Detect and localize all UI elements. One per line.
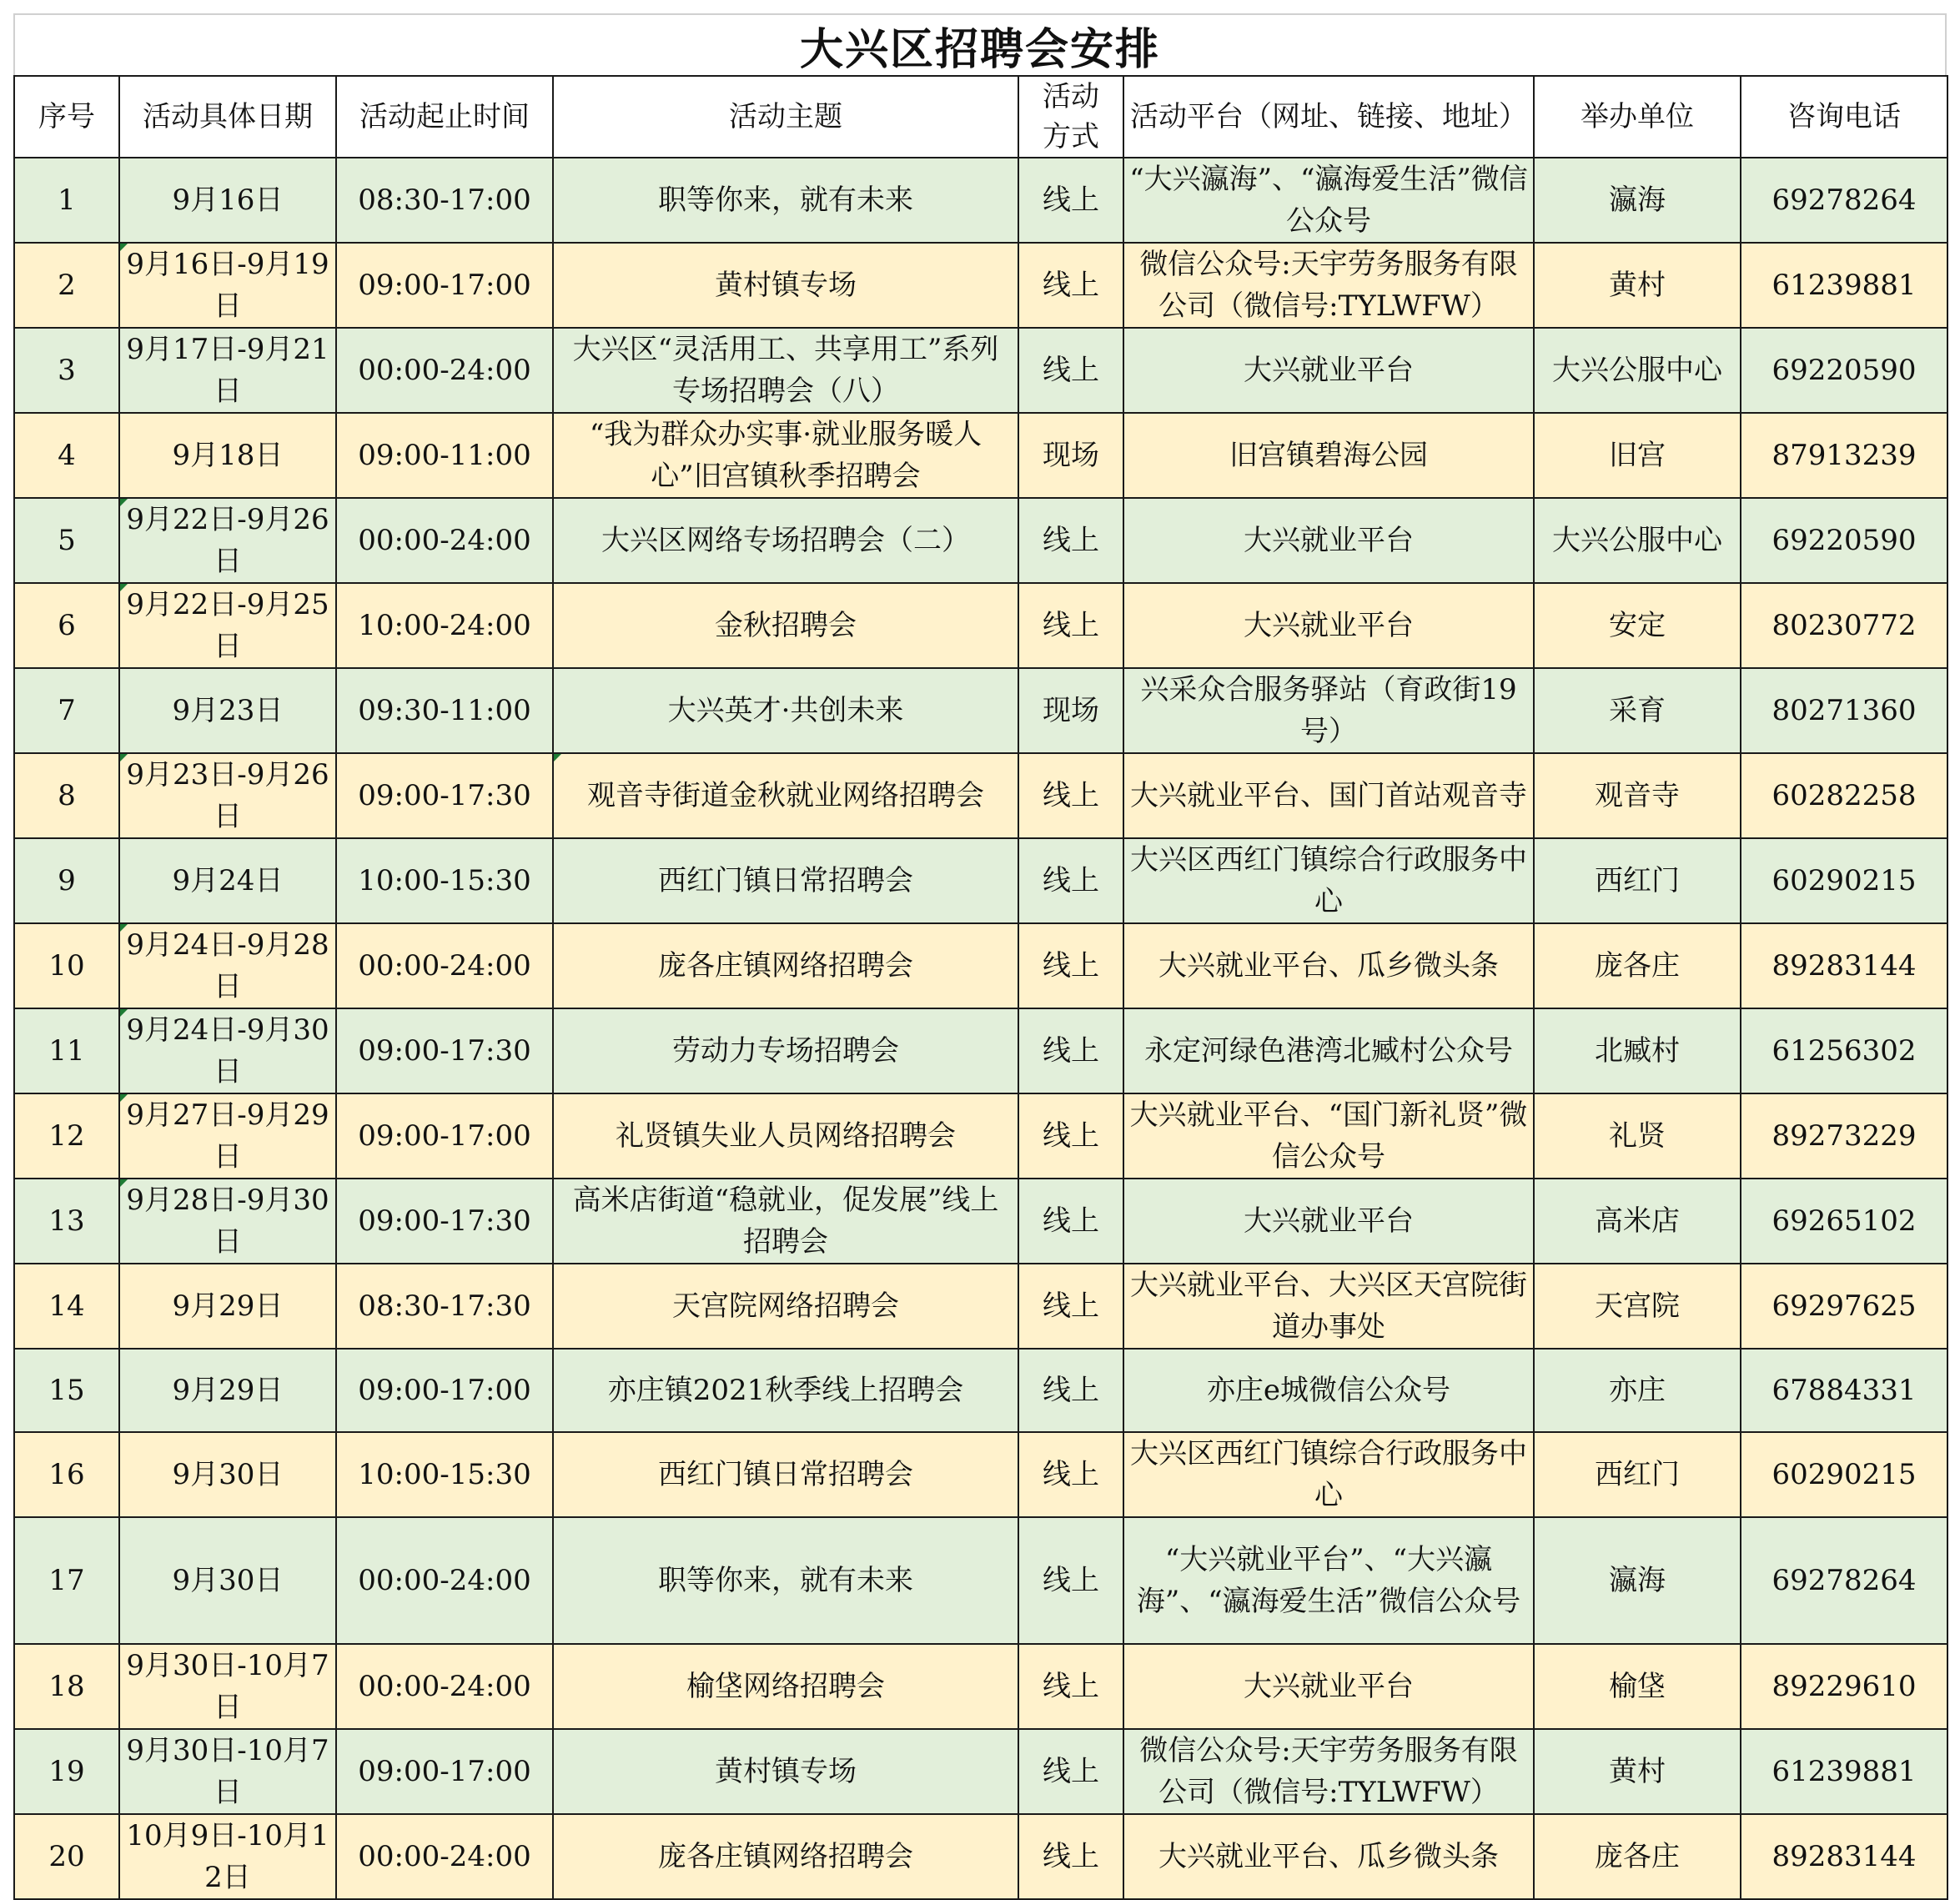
cell-mode[interactable]: 线上 [1018,1432,1123,1517]
schedule-table [13,75,1948,1900]
table-row [14,1729,1947,1814]
cell-date[interactable]: 9月16日 [119,158,336,243]
cell-phone[interactable]: 69278264 [1741,158,1947,243]
cell-time[interactable]: 09:30-11:00 [336,668,553,753]
cell-time[interactable]: 00:00-24:00 [336,1517,553,1644]
cell-platform[interactable]: 大兴就业平台 [1123,498,1534,583]
cell-no[interactable]: 2 [14,243,119,328]
cell-date[interactable]: 9月29日 [119,1264,336,1349]
cell-date[interactable]: 10月9日-10月12日 [119,1814,336,1899]
cell-platform[interactable]: 大兴区西红门镇综合行政服务中心 [1123,1432,1534,1517]
cell-org[interactable]: 庞各庄 [1534,923,1741,1008]
cell-mode[interactable]: 线上 [1018,583,1123,668]
cell-no[interactable]: 12 [14,1093,119,1179]
cell-no[interactable]: 9 [14,838,119,923]
cell-platform[interactable]: “大兴就业平台”、“大兴瀛海”、“瀛海爱生活”微信公众号 [1123,1517,1534,1644]
cell-org[interactable]: 黄村 [1534,243,1741,328]
cell-org[interactable]: 大兴公服中心 [1534,328,1741,413]
cell-time[interactable]: 09:00-17:00 [336,1093,553,1179]
cell-phone[interactable]: 69278264 [1741,1517,1947,1644]
cell-platform[interactable]: 大兴就业平台 [1123,583,1534,668]
cell-mode[interactable]: 线上 [1018,1517,1123,1644]
cell-time[interactable]: 08:30-17:00 [336,158,553,243]
cell-no[interactable]: 15 [14,1349,119,1432]
cell-date[interactable]: 9月17日-9月21日 [119,328,336,413]
cell-time[interactable]: 09:00-17:30 [336,753,553,838]
sheet-title: 大兴区招聘会安排 [13,13,1947,75]
cell-platform[interactable]: 大兴就业平台 [1123,1644,1534,1729]
cell-date[interactable]: 9月24日 [119,838,336,923]
cell-date[interactable]: 9月16日-9月19日 [119,243,336,328]
cell-platform[interactable]: 旧宫镇碧海公园 [1123,413,1534,498]
cell-platform[interactable]: 大兴就业平台、国门首站观音寺 [1123,753,1534,838]
cell-no[interactable]: 7 [14,668,119,753]
cell-time[interactable]: 09:00-17:30 [336,1179,553,1264]
cell-org[interactable]: 瀛海 [1534,158,1741,243]
header-mode[interactable]: 活动方式 [1018,76,1123,158]
cell-platform[interactable]: “大兴瀛海”、“瀛海爱生活”微信公众号 [1123,158,1534,243]
cell-date[interactable]: 9月22日-9月26日 [119,498,336,583]
cell-phone[interactable]: 61256302 [1741,1008,1947,1093]
cell-phone[interactable]: 69297625 [1741,1264,1947,1349]
cell-time[interactable]: 09:00-17:00 [336,1349,553,1432]
cell-date[interactable]: 9月27日-9月29日 [119,1093,336,1179]
cell-no[interactable]: 10 [14,923,119,1008]
cell-mode[interactable]: 线上 [1018,498,1123,583]
table-row [14,923,1947,1008]
cell-date[interactable]: 9月30日 [119,1432,336,1517]
table-row [14,498,1947,583]
cell-theme[interactable]: 黄村镇专场 [553,1729,1018,1814]
cell-org[interactable]: 西红门 [1534,838,1741,923]
cell-mode[interactable]: 线上 [1018,1093,1123,1179]
table-row [14,1008,1947,1093]
cell-no[interactable]: 19 [14,1729,119,1814]
cell-org[interactable]: 观音寺 [1534,753,1741,838]
cell-mode[interactable]: 线上 [1018,1179,1123,1264]
cell-no[interactable]: 6 [14,583,119,668]
cell-time[interactable]: 00:00-24:00 [336,328,553,413]
cell-phone[interactable]: 80271360 [1741,668,1947,753]
cell-time[interactable]: 00:00-24:00 [336,1644,553,1729]
cell-date[interactable]: 9月28日-9月30日 [119,1179,336,1264]
cell-theme[interactable]: 亦庄镇2021秋季线上招聘会 [553,1349,1018,1432]
cell-mode[interactable]: 线上 [1018,328,1123,413]
cell-time[interactable]: 10:00-24:00 [336,583,553,668]
cell-phone[interactable]: 69265102 [1741,1179,1947,1264]
cell-mode[interactable]: 线上 [1018,158,1123,243]
table-row [14,583,1947,668]
cell-platform[interactable]: 大兴就业平台 [1123,1179,1534,1264]
cell-theme[interactable]: 西红门镇日常招聘会 [553,838,1018,923]
cell-theme[interactable]: 职等你来，就有未来 [553,158,1018,243]
cell-mode[interactable]: 线上 [1018,1729,1123,1814]
table-row [14,1814,1947,1899]
table-row [14,668,1947,753]
cell-no[interactable]: 8 [14,753,119,838]
cell-org[interactable]: 庞各庄 [1534,1814,1741,1899]
cell-date[interactable]: 9月30日 [119,1517,336,1644]
cell-org[interactable]: 榆垡 [1534,1644,1741,1729]
cell-platform[interactable]: 大兴就业平台 [1123,328,1534,413]
cell-mode[interactable]: 线上 [1018,1814,1123,1899]
cell-org[interactable]: 旧宫 [1534,413,1741,498]
table-row [14,753,1947,838]
header-org[interactable]: 举办单位 [1534,76,1741,158]
cell-phone[interactable]: 89229610 [1741,1644,1947,1729]
cell-platform[interactable]: 大兴就业平台、瓜乡微头条 [1123,923,1534,1008]
cell-no[interactable]: 11 [14,1008,119,1093]
header-platform[interactable]: 活动平台（网址、链接、地址） [1123,76,1534,158]
cell-platform[interactable]: 亦庄e城微信公众号 [1123,1349,1534,1432]
cell-org[interactable]: 礼贤 [1534,1093,1741,1179]
cell-time[interactable]: 08:30-17:30 [336,1264,553,1349]
cell-mode[interactable]: 线上 [1018,1644,1123,1729]
cell-theme[interactable]: 大兴区网络专场招聘会（二） [553,498,1018,583]
cell-org[interactable]: 西红门 [1534,1432,1741,1517]
cell-date[interactable]: 9月18日 [119,413,336,498]
cell-org[interactable]: 安定 [1534,583,1741,668]
cell-time[interactable]: 00:00-24:00 [336,923,553,1008]
header-phone[interactable]: 咨询电话 [1741,76,1947,158]
cell-mode[interactable]: 线上 [1018,1008,1123,1093]
table-row [14,328,1947,413]
cell-phone[interactable]: 80230772 [1741,583,1947,668]
table-row [14,1517,1947,1644]
cell-org[interactable]: 天宫院 [1534,1264,1741,1349]
cell-mode[interactable]: 线上 [1018,923,1123,1008]
cell-date[interactable]: 9月24日-9月28日 [119,923,336,1008]
table-row [14,1644,1947,1729]
cell-phone[interactable]: 60282258 [1741,753,1947,838]
table-row [14,1093,1947,1179]
cell-theme[interactable]: 金秋招聘会 [553,583,1018,668]
cell-phone[interactable]: 67884331 [1741,1349,1947,1432]
cell-theme[interactable]: 庞各庄镇网络招聘会 [553,923,1018,1008]
cell-theme[interactable]: 劳动力专场招聘会 [553,1008,1018,1093]
cell-theme[interactable]: 职等你来，就有未来 [553,1517,1018,1644]
cell-org[interactable]: 采育 [1534,668,1741,753]
cell-phone[interactable]: 60290215 [1741,838,1947,923]
cell-org[interactable]: 北臧村 [1534,1008,1741,1093]
cell-date[interactable]: 9月30日-10月7日 [119,1729,336,1814]
cell-phone[interactable]: 60290215 [1741,1432,1947,1517]
cell-platform[interactable]: 大兴就业平台、“国门新礼贤”微信公众号 [1123,1093,1534,1179]
table-row [14,413,1947,498]
cell-no[interactable]: 13 [14,1179,119,1264]
cell-no[interactable]: 3 [14,328,119,413]
cell-phone[interactable]: 69220590 [1741,498,1947,583]
table-row [14,1179,1947,1264]
cell-org[interactable]: 大兴公服中心 [1534,498,1741,583]
cell-time[interactable]: 09:00-17:00 [336,1729,553,1814]
table-row [14,158,1947,243]
cell-date[interactable]: 9月23日 [119,668,336,753]
cell-theme[interactable]: 大兴英才·共创未来 [553,668,1018,753]
cell-mode[interactable]: 线上 [1018,838,1123,923]
cell-no[interactable]: 14 [14,1264,119,1349]
cell-phone[interactable]: 61239881 [1741,243,1947,328]
cell-org[interactable]: 瀛海 [1534,1517,1741,1644]
cell-no[interactable]: 4 [14,413,119,498]
cell-theme[interactable]: 庞各庄镇网络招聘会 [553,1814,1018,1899]
cell-platform[interactable]: 永定河绿色港湾北臧村公众号 [1123,1008,1534,1093]
cell-time[interactable]: 09:00-17:00 [336,243,553,328]
cell-theme[interactable]: 天宫院网络招聘会 [553,1264,1018,1349]
cell-platform[interactable]: 大兴就业平台、大兴区天宫院街道办事处 [1123,1264,1534,1349]
header-theme[interactable]: 活动主题 [553,76,1018,158]
header-date[interactable]: 活动具体日期 [119,76,336,158]
cell-theme[interactable]: 高米店街道“稳就业，促发展”线上招聘会 [553,1179,1018,1264]
cell-org[interactable]: 高米店 [1534,1179,1741,1264]
cell-platform[interactable]: 大兴就业平台、瓜乡微头条 [1123,1814,1534,1899]
cell-theme[interactable]: 黄村镇专场 [553,243,1018,328]
cell-no[interactable]: 1 [14,158,119,243]
table-row [14,1349,1947,1432]
cell-platform[interactable]: 兴采众合服务驿站（育政街19号） [1123,668,1534,753]
cell-phone[interactable]: 87913239 [1741,413,1947,498]
cell-phone[interactable]: 89273229 [1741,1093,1947,1179]
cell-date[interactable]: 9月29日 [119,1349,336,1432]
cell-no[interactable]: 16 [14,1432,119,1517]
cell-org[interactable]: 黄村 [1534,1729,1741,1814]
cell-time[interactable]: 00:00-24:00 [336,1814,553,1899]
cell-theme[interactable]: 榆垡网络招聘会 [553,1644,1018,1729]
cell-phone[interactable]: 89283144 [1741,1814,1947,1899]
cell-theme[interactable]: 观音寺街道金秋就业网络招聘会 [553,753,1018,838]
cell-mode[interactable]: 线上 [1018,1349,1123,1432]
cell-phone[interactable]: 69220590 [1741,328,1947,413]
cell-date[interactable]: 9月30日-10月7日 [119,1644,336,1729]
cell-no[interactable]: 17 [14,1517,119,1644]
spreadsheet [13,13,1947,1900]
table-body [14,158,1947,1899]
cell-time[interactable]: 00:00-24:00 [336,498,553,583]
cell-org[interactable]: 亦庄 [1534,1349,1741,1432]
cell-phone[interactable]: 61239881 [1741,1729,1947,1814]
header-row [14,76,1947,158]
cell-time[interactable]: 09:00-11:00 [336,413,553,498]
header-no[interactable]: 序号 [14,76,119,158]
cell-platform[interactable]: 大兴区西红门镇综合行政服务中心 [1123,838,1534,923]
cell-phone[interactable]: 89283144 [1741,923,1947,1008]
cell-mode[interactable]: 现场 [1018,668,1123,753]
cell-theme[interactable]: 大兴区“灵活用工、共享用工”系列专场招聘会（八） [553,328,1018,413]
cell-theme[interactable]: “我为群众办实事·就业服务暖人心”旧宫镇秋季招聘会 [553,413,1018,498]
cell-mode[interactable]: 线上 [1018,243,1123,328]
cell-mode[interactable]: 线上 [1018,753,1123,838]
cell-date[interactable]: 9月22日-9月25日 [119,583,336,668]
cell-time[interactable]: 09:00-17:30 [336,1008,553,1093]
cell-date[interactable]: 9月23日-9月26日 [119,753,336,838]
header-time[interactable]: 活动起止时间 [336,76,553,158]
cell-date[interactable]: 9月24日-9月30日 [119,1008,336,1093]
cell-no[interactable]: 5 [14,498,119,583]
cell-platform[interactable]: 微信公众号:天宇劳务服务有限公司（微信号:TYLWFW） [1123,243,1534,328]
cell-mode[interactable]: 现场 [1018,413,1123,498]
cell-time[interactable]: 10:00-15:30 [336,838,553,923]
cell-theme[interactable]: 礼贤镇失业人员网络招聘会 [553,1093,1018,1179]
cell-mode[interactable]: 线上 [1018,1264,1123,1349]
cell-platform[interactable]: 微信公众号:天宇劳务服务有限公司（微信号:TYLWFW） [1123,1729,1534,1814]
cell-theme[interactable]: 西红门镇日常招聘会 [553,1432,1018,1517]
table-row [14,1264,1947,1349]
table-row [14,1432,1947,1517]
cell-no[interactable]: 18 [14,1644,119,1729]
cell-time[interactable]: 10:00-15:30 [336,1432,553,1517]
cell-no[interactable]: 20 [14,1814,119,1899]
table-row [14,243,1947,328]
table-row [14,838,1947,923]
